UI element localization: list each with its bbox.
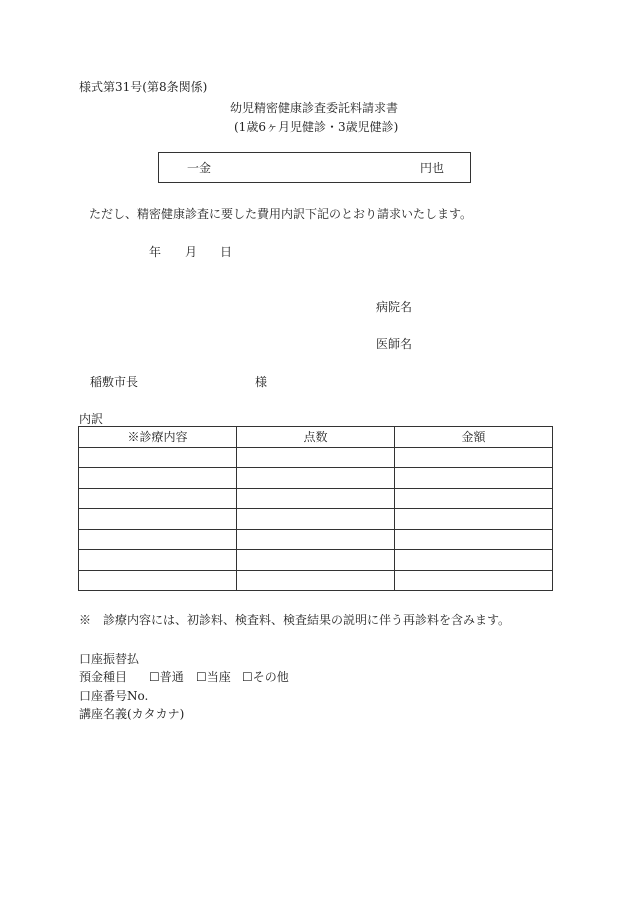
table-cell[interactable] xyxy=(395,488,553,509)
option-label: 当座 xyxy=(206,670,231,684)
column-header-points: 点数 xyxy=(237,427,395,448)
statement-text: ただし、精密健康診査に要した費用内訳下記のとおり請求いたします。 xyxy=(89,207,473,221)
table-row xyxy=(79,570,553,591)
date-month-label: 月 xyxy=(185,245,198,259)
form-number: 様式第31号(第8条関係) xyxy=(79,80,208,94)
deposit-option-checking[interactable] xyxy=(196,669,231,685)
bank-heading: 口座振替払 xyxy=(79,652,140,666)
table-cell[interactable] xyxy=(395,550,553,571)
column-header-amount: 金額 xyxy=(395,427,553,448)
table-cell[interactable] xyxy=(237,488,395,509)
option-label: 普通 xyxy=(159,670,184,684)
table-cell[interactable] xyxy=(395,468,553,489)
table-cell[interactable] xyxy=(395,509,553,530)
column-header-treatment: ※診療内容 xyxy=(79,427,237,448)
table-cell[interactable] xyxy=(237,468,395,489)
table-row xyxy=(79,529,553,550)
deposit-option-other[interactable] xyxy=(242,669,289,685)
amount-suffix: 円也 xyxy=(420,161,445,175)
hospital-label: 病院名 xyxy=(376,300,413,314)
table-cell[interactable] xyxy=(237,529,395,550)
breakdown-table xyxy=(78,426,553,591)
note-text: ※ 診療内容には、初診料、検査料、検査結果の説明に伴う再診料を含みます。 xyxy=(79,613,511,627)
table-row xyxy=(79,509,553,530)
table-cell[interactable] xyxy=(237,570,395,591)
table-cell[interactable] xyxy=(79,488,237,509)
checkbox-icon[interactable]: ☐ xyxy=(242,670,253,684)
amount-prefix: 一金 xyxy=(187,161,212,175)
table-cell[interactable] xyxy=(395,529,553,550)
table-row xyxy=(79,468,553,489)
form-title: 幼児精密健康診査委託料請求書 xyxy=(230,101,399,115)
table-cell[interactable] xyxy=(237,550,395,571)
table-cell[interactable] xyxy=(79,468,237,489)
table-cell[interactable] xyxy=(79,550,237,571)
table-row xyxy=(79,447,553,468)
addressee-honorific: 様 xyxy=(255,375,268,389)
table-row xyxy=(79,550,553,571)
form-subtitle: (1歳6ヶ月児健診・3歳児健診) xyxy=(234,120,399,134)
date-year-label: 年 xyxy=(149,245,162,259)
table-cell[interactable] xyxy=(395,570,553,591)
table-cell[interactable] xyxy=(79,509,237,530)
breakdown-heading: 内訳 xyxy=(79,412,104,426)
checkbox-icon[interactable]: ☐ xyxy=(149,670,160,684)
deposit-option-ordinary[interactable] xyxy=(149,669,184,685)
table-cell[interactable] xyxy=(237,447,395,468)
addressee-name: 稲敷市長 xyxy=(90,375,139,389)
doctor-label: 医師名 xyxy=(376,337,413,351)
table-row xyxy=(79,488,553,509)
account-number-label: 口座番号No. xyxy=(79,689,149,703)
deposit-type-label: 預金種目 xyxy=(79,670,128,684)
table-cell[interactable] xyxy=(79,447,237,468)
table-header-row xyxy=(79,427,553,448)
checkbox-icon[interactable]: ☐ xyxy=(196,670,207,684)
option-label: その他 xyxy=(252,670,289,684)
amount-box xyxy=(158,152,471,183)
table-cell[interactable] xyxy=(79,570,237,591)
table-cell[interactable] xyxy=(395,447,553,468)
account-name-label: 講座名義(カタカナ) xyxy=(79,707,185,721)
table-cell[interactable] xyxy=(237,509,395,530)
date-day-label: 日 xyxy=(220,245,233,259)
table-cell[interactable] xyxy=(79,529,237,550)
